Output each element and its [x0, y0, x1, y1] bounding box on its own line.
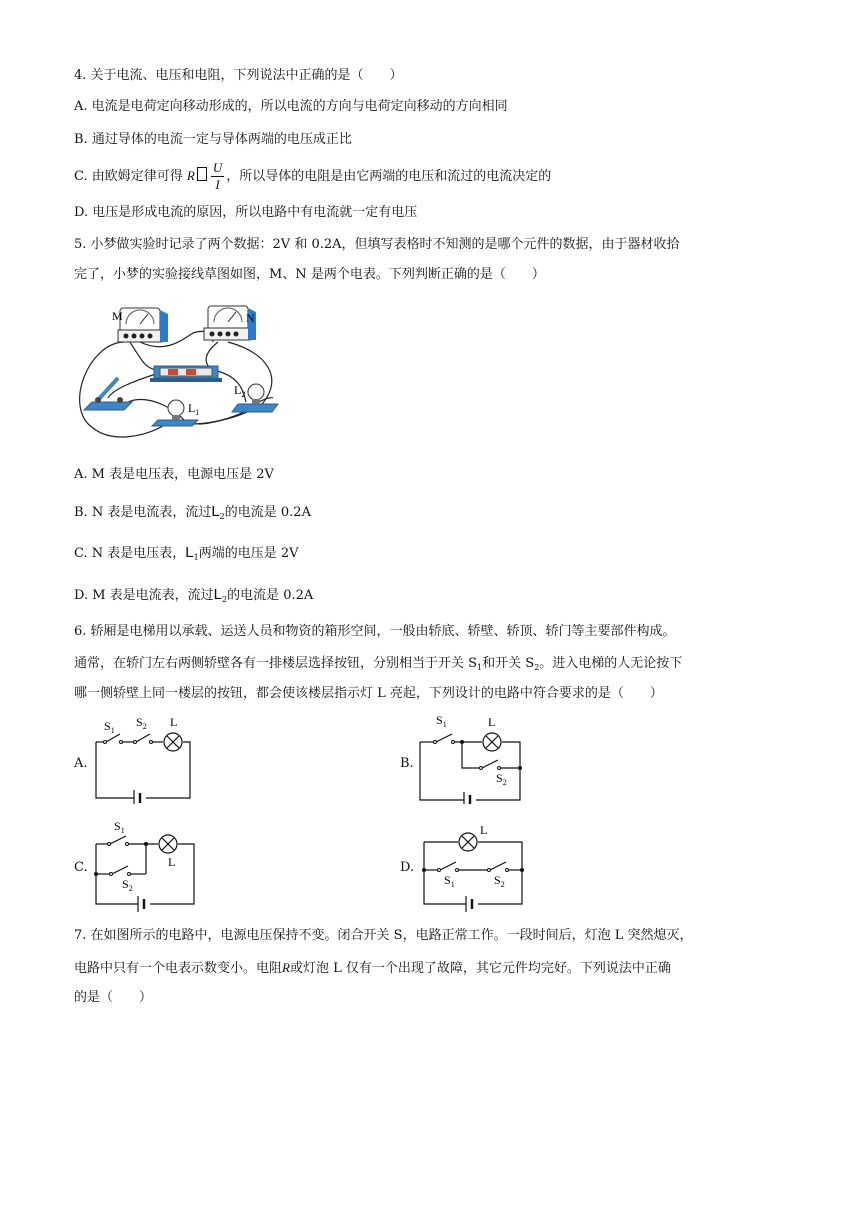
- lamp-symbol: L: [213, 586, 223, 603]
- lamp-symbol: L: [185, 544, 194, 561]
- q5-option-b-post: 的电流是 0.2A: [224, 505, 311, 520]
- subscript: 2: [222, 595, 228, 604]
- q6-circuit-a: [90, 712, 200, 804]
- switch-s2-label: $S_2$: [122, 877, 133, 893]
- q6-stem-line2-mid: 和开关 S: [482, 656, 535, 671]
- q6-circuit-c: [88, 818, 208, 914]
- q7-stem-line3: 的是（ ）: [74, 990, 153, 1005]
- subscript: 2: [534, 663, 540, 672]
- q6-option-b-label: B.: [400, 756, 414, 771]
- q5-stem-line2: 完了，小梦的实验接线草图如图，M、N 是两个电表。下列判断正确的是（ ）: [74, 267, 545, 282]
- knife-switch: [84, 378, 132, 410]
- subscript: 1: [193, 553, 199, 562]
- q6-stem-line2-post: 。进入电梯的人无论按下: [539, 656, 683, 671]
- lamp-label: L: [170, 715, 178, 729]
- q4-option-a: A. 电流是电荷定向移动形成的，所以电流的方向与电荷定向移动的方向相同: [74, 99, 508, 114]
- fraction-numerator: U: [212, 160, 223, 175]
- q5-option-b: [74, 502, 311, 527]
- q7-stem-line2: [74, 958, 671, 979]
- lamp-l2-label: $L_2$: [234, 383, 246, 399]
- q5-option-b-pre: B. N 表是电流表，流过: [74, 505, 212, 520]
- q4-option-c-suffix: ，所以导体的电阻是由它两端的电压和流过的电流决定的: [226, 169, 552, 184]
- resistance-symbol: R: [282, 960, 290, 975]
- battery-pack: [150, 366, 222, 382]
- q6-stem-line1: 6. 轿厢是电梯用以承载、运送人员和物资的箱形空间，一般由轿底、轿壁、轿顶、轿门等主要部件构成。: [74, 624, 676, 639]
- ohm-fraction: [211, 160, 224, 193]
- q6-option-a-label: A.: [74, 756, 88, 771]
- q5-option-d-pre: D. M 表是电流表，流过: [74, 588, 214, 603]
- q7-stem-line2-post: 或灯泡 L 仅有一个出现了故障，其它元件均完好。下列说法中正确: [289, 961, 671, 976]
- meter-n-label: N: [246, 311, 255, 325]
- q5-option-d: [74, 585, 313, 610]
- q6-circuit-d: [416, 818, 536, 914]
- q4-stem: 4. 关于电流、电压和电阻，下列说法中正确的是（ ）: [74, 68, 403, 83]
- q6-stem-line2-pre: 通常，在轿门左右两侧轿壁各有一排楼层选择按钮，分别相当于开关 S: [74, 656, 478, 671]
- q5-option-c: [74, 543, 299, 568]
- meter-m-label: M: [112, 309, 123, 323]
- q4-option-b: B. 通过导体的电流一定与导体两端的电压成正比: [74, 132, 352, 147]
- q5-option-d-post: 的电流是 0.2A: [227, 588, 314, 603]
- q4-option-d: D. 电压是形成电流的原因，所以电路中有电流就一定有电压: [74, 205, 418, 220]
- q6-stem-line3: 哪一侧轿壁上同一楼层的按钮，都会使该楼层指示灯 L 亮起，下列设计的电路中符合要求的是（ ）: [74, 686, 663, 701]
- q6-circuit-b: [414, 712, 534, 804]
- lamp-symbol: L: [211, 503, 220, 520]
- missing-glyph-box: [197, 167, 207, 181]
- switch-s1-label: $S_1$: [114, 819, 125, 835]
- q5-option-c-pre: C. N 表是电压表，: [74, 546, 186, 561]
- lamp-label: L: [168, 855, 176, 869]
- lamp-label: L: [480, 823, 488, 837]
- q7-stem-line1: 7. 在如图所示的电路中，电源电压保持不变。闭合开关 S，电路正常工作。一段时间后，灯泡 L 突然熄灭，: [74, 928, 693, 943]
- q4-option-c-prefix: C. 由欧姆定律可得: [74, 169, 183, 184]
- subscript: 1: [477, 663, 483, 672]
- switch-s2-label: $S_2$: [136, 715, 147, 731]
- resistance-symbol: R: [186, 168, 195, 183]
- switch-s1-label: $S_1$: [104, 719, 115, 735]
- q7-stem-line2-pre: 电路中只有一个电表示数变小。电阻: [74, 961, 283, 976]
- lamp-label: L: [488, 715, 496, 729]
- lamp-l1-label: $L_1$: [188, 401, 200, 417]
- switch-s1-label: $S_1$: [436, 713, 447, 729]
- q6-option-c-label: C.: [74, 860, 88, 875]
- q5-option-a: A. M 表是电压表，电源电压是 2V: [74, 467, 274, 482]
- meter-m: [118, 308, 168, 342]
- q6-stem-line2: [74, 654, 682, 678]
- q6-option-d-label: D.: [400, 860, 415, 875]
- q5-option-c-post: 两端的电压是 2V: [198, 546, 299, 561]
- q5-stem-line1: 5. 小梦做实验时记录了两个数据：2V 和 0.2A，但填写表格时不知测的是哪个元件的数据，由于器材收拾: [74, 237, 680, 252]
- q5-wiring-figure: [68, 298, 288, 450]
- switch-s1-label: $S_1$: [444, 873, 455, 889]
- switch-s2-label: $S_2$: [496, 771, 507, 787]
- q4-option-c: [74, 160, 551, 193]
- switch-s2-label: $S_2$: [494, 873, 505, 889]
- fraction-denominator: I: [215, 177, 220, 192]
- subscript: 2: [219, 512, 225, 521]
